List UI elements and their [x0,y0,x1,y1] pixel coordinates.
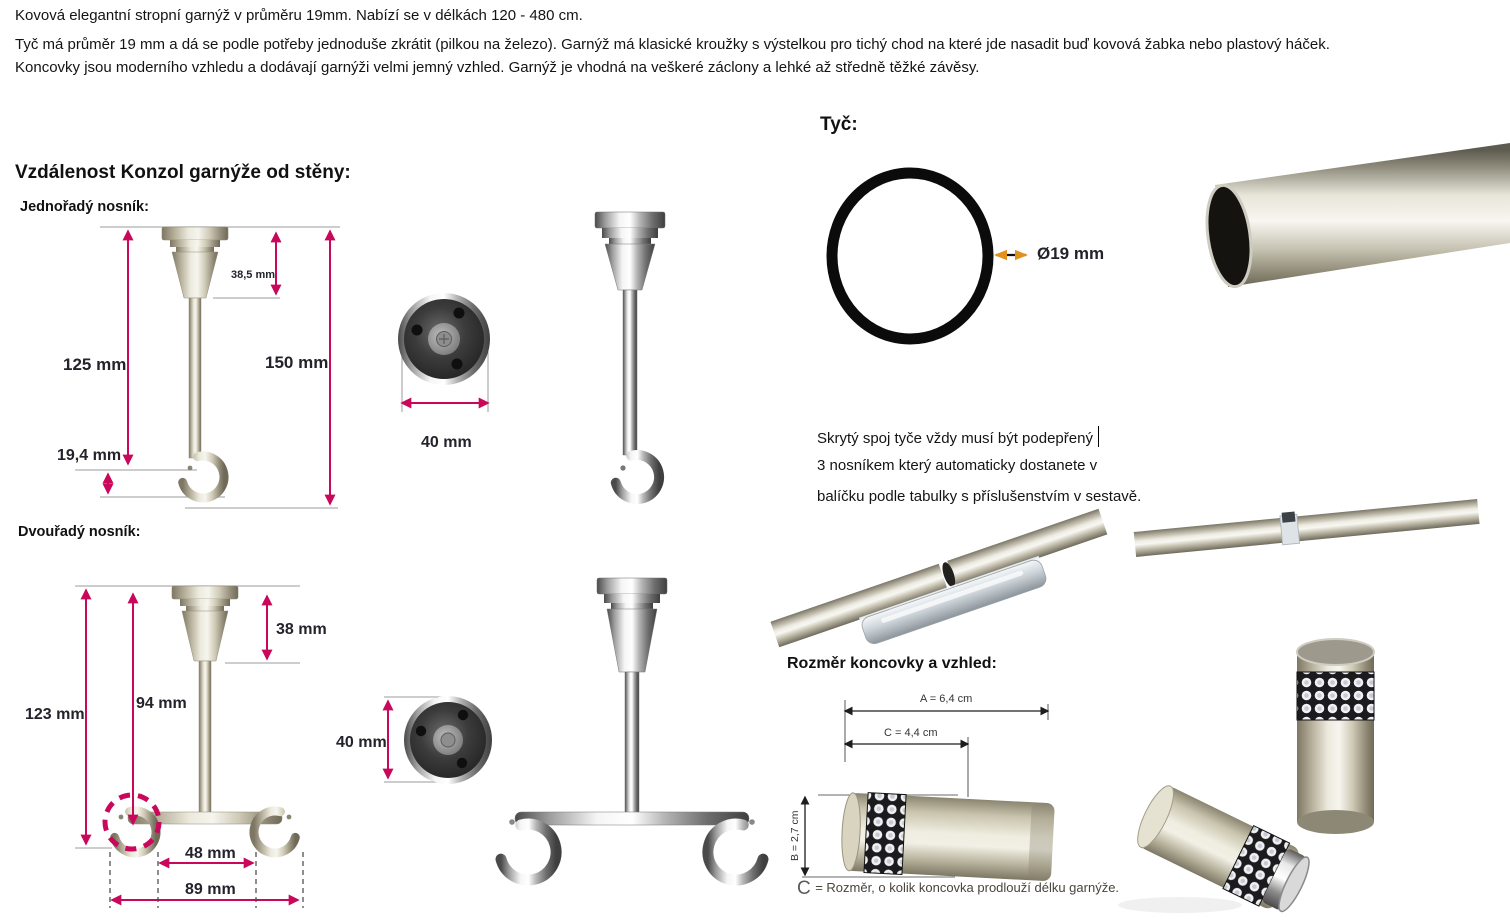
text-cursor [1098,426,1099,447]
single-bracket-photo [595,212,665,499]
rod-joint-assembled-photo [1133,494,1479,559]
intro-line-3: Koncovky jsou moderního vzhledu a dodávají garnýži velmi jemný vzhled. Garnýž je vhodná na veškeré záclony a lehké až středně těžké závěsy. [15,59,980,76]
endcap-photos [1118,639,1374,919]
section-title-endcap: Rozměr koncovky a vzhled: [787,655,997,672]
label-double-bracket: Dvouřadý nosník: [18,524,141,540]
rod-cross-section-diagram [832,173,1026,339]
endcap-caption-text: = Rozměr, o kolik koncovka prodlouží délku garnýže. [815,880,1120,895]
dim-single-plate: 40 mm [421,434,472,451]
intro-line-1: Kovová elegantní stropní garnýž v průměru 19mm. Nabízí se v délkách 120 - 480 cm. [15,7,583,24]
label-rod-diameter: Ø19 mm [1037,244,1105,263]
dim-single-hook: 19,4 mm [57,447,122,464]
dim-double-plate: 40 mm [336,734,387,751]
dim-double-stem: 94 mm [136,695,187,712]
joint-note-text-1: Skrytý spoj tyče vždy musí být podepřený [817,430,1093,447]
intro-line-2: Tyč má průměr 19 mm a dá se podle potřeby jednoduše zkrátit (pilkou na železo). Garnýž má klasické kroužky s výstelkou pro tichý chod na které jde nasadit buď kovová žabka nebo plastový háček. [15,36,1330,53]
joint-note-line-1[interactable] [817,426,1099,448]
endcap-caption-symbol: C [797,878,811,899]
dim-endcap-b: B = 2,7 cm [789,810,801,861]
endcap-caption [797,878,1119,901]
dim-single-cone: 38,5 mm [231,269,276,281]
rod-photo [1201,143,1510,289]
dim-double-cone: 38 mm [276,621,327,638]
dim-endcap-c: C = 4,4 cm [884,727,938,739]
dim-double-inner: 48 mm [185,845,236,862]
double-bracket-photo [501,578,763,880]
joint-note-line-3[interactable]: balíčku podle tabulky s příslušenstvím v sestavě. [817,488,1142,505]
label-single-bracket: Jednořadý nosník: [20,199,149,215]
joint-note-line-2[interactable]: 3 nosníkem který automaticky dostanete v [817,457,1098,474]
dim-single-left: 125 mm [63,355,127,374]
single-bracket-baseplate-photo [398,293,490,412]
dim-double-total: 123 mm [25,706,85,723]
rod-joint-connector-photo [770,509,1116,674]
dim-double-outer: 89 mm [185,881,236,898]
section-title-rod: Tyč: [820,114,858,135]
dim-endcap-a: A = 6,4 cm [920,693,973,705]
double-bracket-baseplate-photo [384,696,492,784]
section-title-wall-distance: Vzdálenost Konzol garnýže od stěny: [15,162,351,183]
dim-single-total: 150 mm [265,353,329,372]
